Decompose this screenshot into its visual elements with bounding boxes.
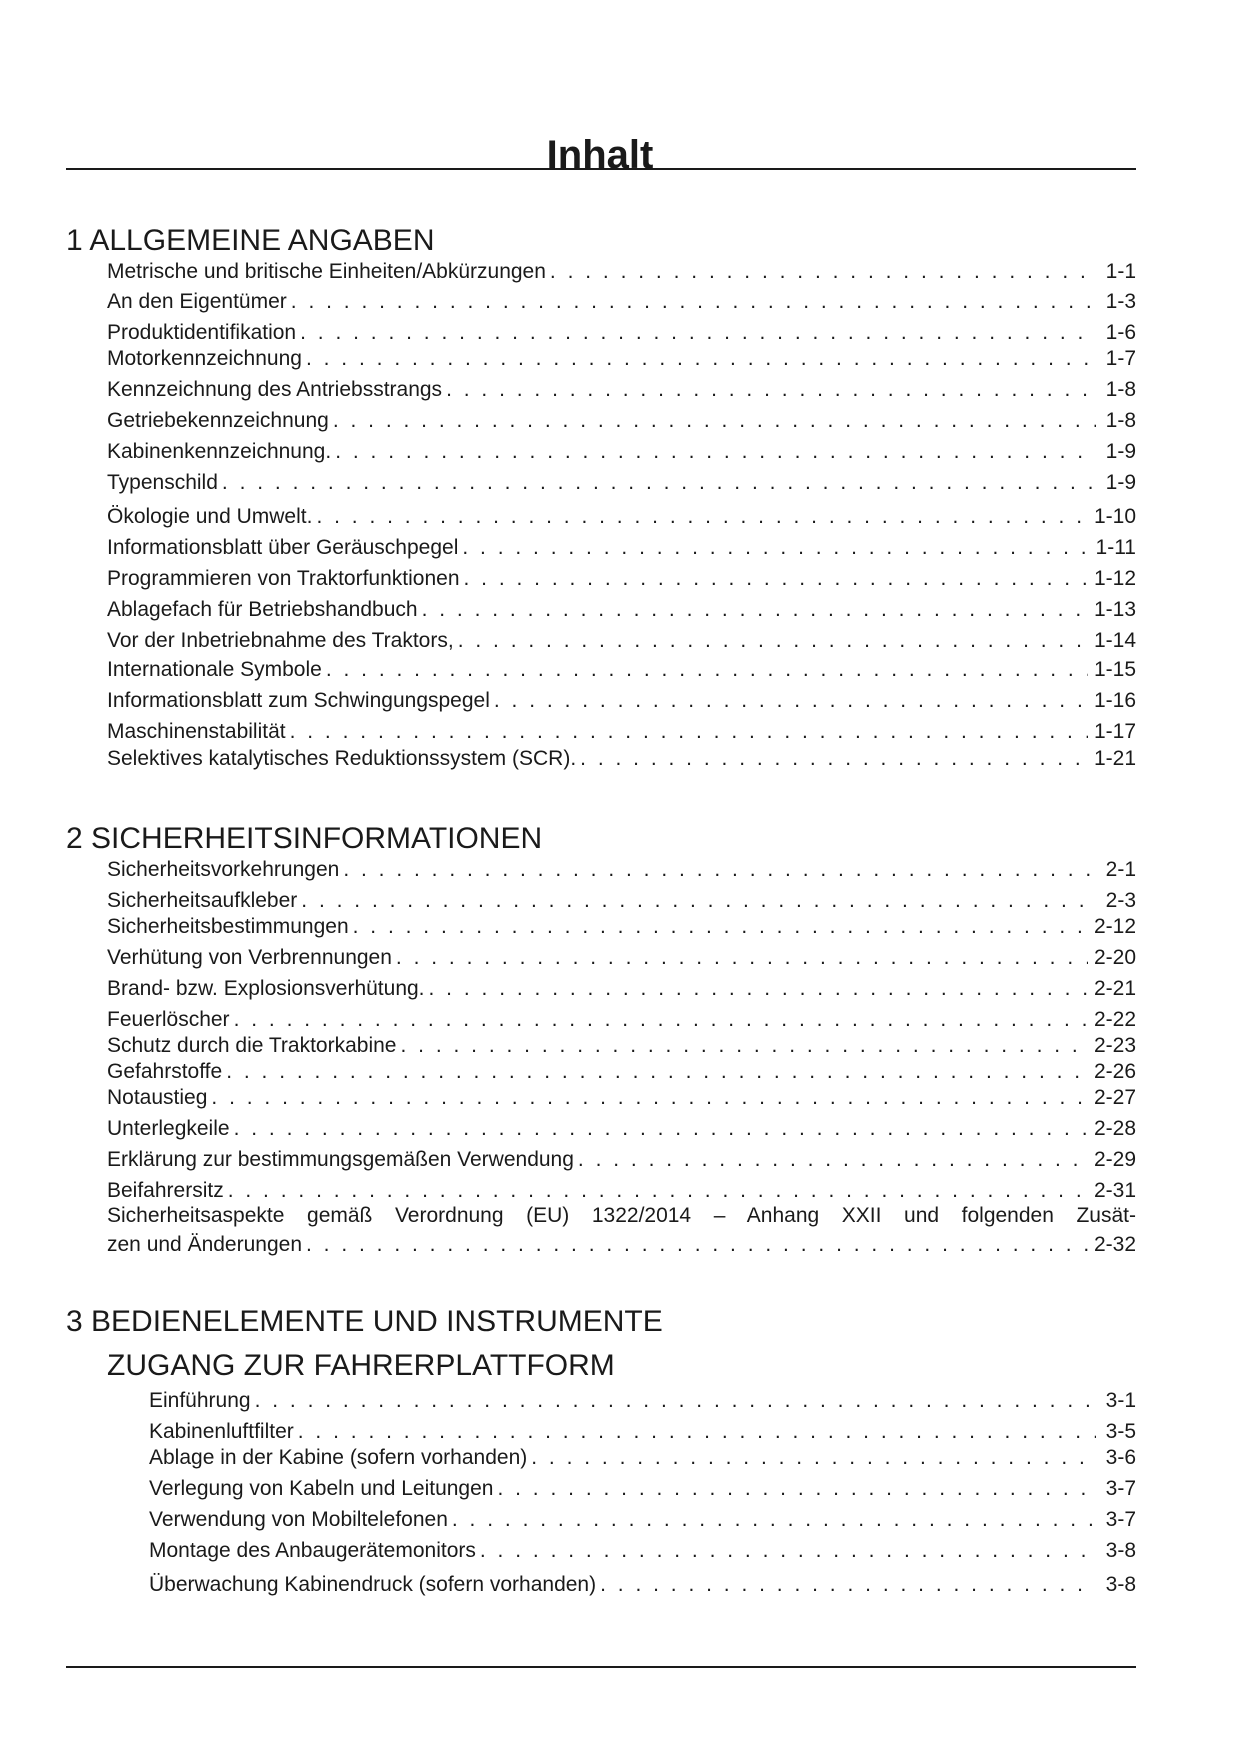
toc-entry[interactable]	[107, 258, 1136, 284]
toc-entry-page: 3-6	[1105, 1446, 1136, 1469]
toc-entry-page: 1-13	[1093, 598, 1136, 621]
dot-leader	[600, 1573, 1096, 1597]
toc-entry-page: 2-32	[1093, 1233, 1136, 1256]
dot-leader	[550, 260, 1096, 284]
toc-entry-page: 1-7	[1105, 347, 1136, 370]
toc-section-3	[66, 1305, 1136, 1596]
dot-leader	[343, 858, 1096, 882]
toc-entry[interactable]	[107, 1006, 1136, 1032]
toc-entry-page: 1-8	[1105, 409, 1136, 432]
toc-entry-title: Erklärung zur bestimmungsgemäßen Verwendung	[107, 1148, 574, 1171]
toc-entry-title: Typenschild	[107, 471, 218, 494]
toc-entry-page: 3-7	[1105, 1508, 1136, 1531]
bottom-divider	[66, 1666, 1136, 1668]
toc-entry[interactable]	[107, 687, 1136, 713]
toc-entry-title: Gefahrstoffe	[107, 1060, 223, 1083]
toc-entry[interactable]	[149, 1444, 1136, 1470]
toc-entry[interactable]	[107, 438, 1136, 464]
dot-leader	[234, 1117, 1088, 1141]
toc-entry-title: Notaustieg	[107, 1086, 208, 1109]
toc-entry-page: 2-26	[1093, 1060, 1136, 1083]
toc-section-2	[66, 822, 1136, 1256]
dot-leader	[228, 1179, 1088, 1203]
toc-entry[interactable]	[107, 944, 1136, 970]
dot-leader	[578, 1148, 1088, 1172]
toc-entry-title: Feuerlöscher	[107, 1008, 230, 1031]
toc-entry[interactable]	[149, 1506, 1136, 1532]
toc-entry[interactable]	[107, 745, 1136, 771]
toc-entry[interactable]	[107, 565, 1136, 591]
toc-entry-title: Sicherheitsbestimmungen	[107, 915, 349, 938]
toc-entry-title: Montage des Anbaugerätemonitors	[149, 1539, 476, 1562]
dot-leader	[462, 536, 1089, 560]
toc-entry[interactable]	[107, 975, 1136, 1001]
toc-entry-title: Verlegung von Kabeln und Leitungen	[149, 1477, 494, 1500]
toc-entry-title: Verwendung von Mobiltelefonen	[149, 1508, 448, 1531]
toc-entry-title: Schutz durch die Traktorkabine	[107, 1034, 397, 1057]
dot-leader	[306, 347, 1096, 371]
toc-entry-page: 1-1	[1105, 260, 1136, 283]
toc-entry-title: Ablage in der Kabine (sofern vorhanden)	[149, 1446, 528, 1469]
dot-leader	[464, 567, 1088, 591]
dot-leader	[333, 409, 1096, 433]
toc-entry-page: 2-12	[1093, 915, 1136, 938]
toc-entry-title: Maschinenstabilität	[107, 720, 286, 743]
toc-entry-page: 2-27	[1093, 1086, 1136, 1109]
toc-entry-page: 2-28	[1093, 1117, 1136, 1140]
toc-entry-page: 2-23	[1093, 1034, 1136, 1057]
dot-leader	[452, 1508, 1096, 1532]
toc-entry[interactable]	[107, 1058, 1136, 1084]
toc-entry-title: Kabinenkennzeichnung.	[107, 440, 332, 463]
toc-entry-page: 2-29	[1093, 1148, 1136, 1171]
toc-entry[interactable]	[107, 1084, 1136, 1110]
toc-entry-page: 1-16	[1093, 689, 1136, 712]
dot-leader	[211, 1086, 1088, 1110]
toc-entry-page: 2-22	[1093, 1008, 1136, 1031]
toc-entry-title-line1: Sicherheitsaspekte gemäß Verordnung (EU) 1322/2014 – Anhang XXII und folgenden Zusät-	[107, 1204, 1136, 1227]
toc-entry[interactable]	[107, 887, 1136, 913]
toc-entry-page: 1-12	[1093, 567, 1136, 590]
dot-leader	[480, 1539, 1096, 1563]
toc-entry[interactable]	[107, 1115, 1136, 1141]
toc-entry-title: Informationsblatt zum Schwingungspegel	[107, 689, 490, 712]
toc-entry-title: Kabinenluftfilter	[149, 1420, 294, 1443]
toc-entry[interactable]	[149, 1387, 1136, 1413]
toc-entry[interactable]	[107, 718, 1136, 744]
dot-leader	[531, 1446, 1096, 1470]
toc-entry-title: Brand- bzw. Explosionsverhütung.	[107, 977, 425, 1000]
toc-entry-page: 1-3	[1105, 290, 1136, 313]
dot-leader	[226, 1060, 1088, 1084]
section-heading: 2 SICHERHEITSINFORMATIONEN	[66, 822, 543, 855]
dot-leader	[494, 689, 1088, 713]
dot-leader	[326, 658, 1088, 682]
toc-entry-page: 1-8	[1105, 378, 1136, 401]
toc-entry-title: Metrische und britische Einheiten/Abkürzungen	[107, 260, 546, 283]
toc-entry[interactable]	[107, 534, 1136, 560]
toc-entry-page: 1-10	[1093, 505, 1136, 528]
dot-leader	[222, 471, 1096, 495]
dot-leader	[234, 1008, 1088, 1032]
toc-entry[interactable]	[107, 1231, 1136, 1257]
toc-entry[interactable]	[107, 856, 1136, 882]
toc-entry[interactable]	[107, 1146, 1136, 1172]
dot-leader	[298, 1420, 1096, 1444]
dot-leader	[291, 290, 1096, 314]
toc-entry-page: 1-6	[1105, 321, 1136, 344]
toc-entry[interactable]	[149, 1418, 1136, 1444]
dot-leader	[446, 378, 1096, 402]
dot-leader	[497, 1477, 1096, 1501]
dot-leader	[580, 747, 1088, 771]
toc-entry-title: Internationale Symbole	[107, 658, 322, 681]
toc-entry-page: 2-1	[1105, 858, 1136, 881]
toc-entry[interactable]	[107, 1032, 1136, 1058]
toc-entry[interactable]	[107, 345, 1136, 371]
dot-leader	[316, 505, 1088, 529]
toc-entry-page: 1-15	[1093, 658, 1136, 681]
toc-entry-page: 1-17	[1093, 720, 1136, 743]
toc-entry-page: 2-3	[1105, 889, 1136, 912]
toc-entry-title: Getriebekennzeichnung	[107, 409, 329, 432]
toc-entry-title: Sicherheitsvorkehrungen	[107, 858, 340, 881]
toc-entry-page: 3-8	[1105, 1573, 1136, 1596]
toc-entry-page: 3-1	[1105, 1389, 1136, 1412]
section-heading: 1 ALLGEMEINE ANGABEN	[66, 224, 435, 257]
toc-entry-title: Produktidentifikation	[107, 321, 297, 344]
toc-entry[interactable]	[107, 627, 1136, 653]
toc-entry-title: Einführung	[149, 1389, 251, 1412]
toc-entry-page: 2-20	[1093, 946, 1136, 969]
dot-leader	[429, 977, 1088, 1001]
toc-entry-page: 2-21	[1093, 977, 1136, 1000]
toc-entry-page: 3-5	[1105, 1420, 1136, 1443]
toc-entry-page: 3-7	[1105, 1477, 1136, 1500]
toc-entry-page: 1-11	[1095, 536, 1136, 559]
toc-entry[interactable]	[107, 288, 1136, 314]
toc-entry[interactable]	[149, 1571, 1136, 1597]
toc-entry-title: Überwachung Kabinendruck (sofern vorhanden)	[149, 1573, 597, 1596]
toc-entry[interactable]	[149, 1475, 1136, 1501]
toc-entry-page: 2-31	[1093, 1179, 1136, 1202]
page-title: Inhalt	[546, 132, 654, 177]
dot-leader	[458, 629, 1088, 653]
toc-entry-title: Unterlegkeile	[107, 1117, 230, 1140]
toc-entry-title: Motorkennzeichnung	[107, 347, 302, 370]
toc-entry-page: 1-9	[1105, 440, 1136, 463]
toc-entry-title: Verhütung von Verbrennungen	[107, 946, 392, 969]
toc-entry-title: Kennzeichnung des Antriebsstrangs	[107, 378, 443, 401]
toc-entry[interactable]	[107, 469, 1136, 495]
subsection-heading: ZUGANG ZUR FAHRERPLATTFORM	[107, 1349, 615, 1382]
toc-entry[interactable]	[107, 376, 1136, 402]
dot-leader	[290, 720, 1088, 744]
toc-entry-page: 1-14	[1093, 629, 1136, 652]
toc-entry-title: Selektives katalytisches Reduktionssystem (SCR).	[107, 747, 577, 770]
toc-entry[interactable]	[107, 503, 1136, 529]
section-heading: 3 BEDIENELEMENTE UND INSTRUMENTE	[66, 1305, 663, 1338]
toc-entry[interactable]	[107, 656, 1136, 682]
dot-leader	[255, 1389, 1096, 1413]
toc-entry[interactable]	[107, 1177, 1136, 1203]
dot-leader	[301, 889, 1096, 913]
top-divider	[66, 168, 1136, 170]
toc-entry-title: Sicherheitsaufkleber	[107, 889, 298, 912]
dot-leader	[300, 321, 1096, 345]
toc-entry-title: Vor der Inbetriebnahme des Traktors,	[107, 629, 454, 652]
toc-entry-title: An den Eigentümer	[107, 290, 287, 313]
toc-entry[interactable]	[107, 407, 1136, 433]
toc-entry[interactable]	[107, 319, 1136, 345]
toc-entry-page: 1-21	[1093, 747, 1136, 770]
toc-entry-title: zen und Änderungen	[107, 1233, 302, 1256]
dot-leader	[353, 915, 1088, 939]
toc-entry-title: Beifahrersitz	[107, 1179, 224, 1202]
toc-entry-page: 3-8	[1105, 1539, 1136, 1562]
toc-section-1	[66, 224, 1136, 770]
toc-entry-title: Ökologie und Umwelt.	[107, 505, 313, 528]
dot-leader	[306, 1233, 1088, 1257]
dot-leader	[422, 598, 1088, 622]
toc-entry-page: 1-9	[1105, 471, 1136, 494]
toc-entry[interactable]	[149, 1537, 1136, 1563]
dot-leader	[401, 1034, 1088, 1058]
toc-entry[interactable]	[107, 596, 1136, 622]
toc-entry[interactable]	[107, 913, 1136, 939]
dot-leader	[335, 440, 1096, 464]
toc-entry-title: Ablagefach für Betriebshandbuch	[107, 598, 418, 621]
dot-leader	[396, 946, 1088, 970]
toc-entry-title: Programmieren von Traktorfunktionen	[107, 567, 460, 590]
toc-entry-title: Informationsblatt über Geräuschpegel	[107, 536, 459, 559]
